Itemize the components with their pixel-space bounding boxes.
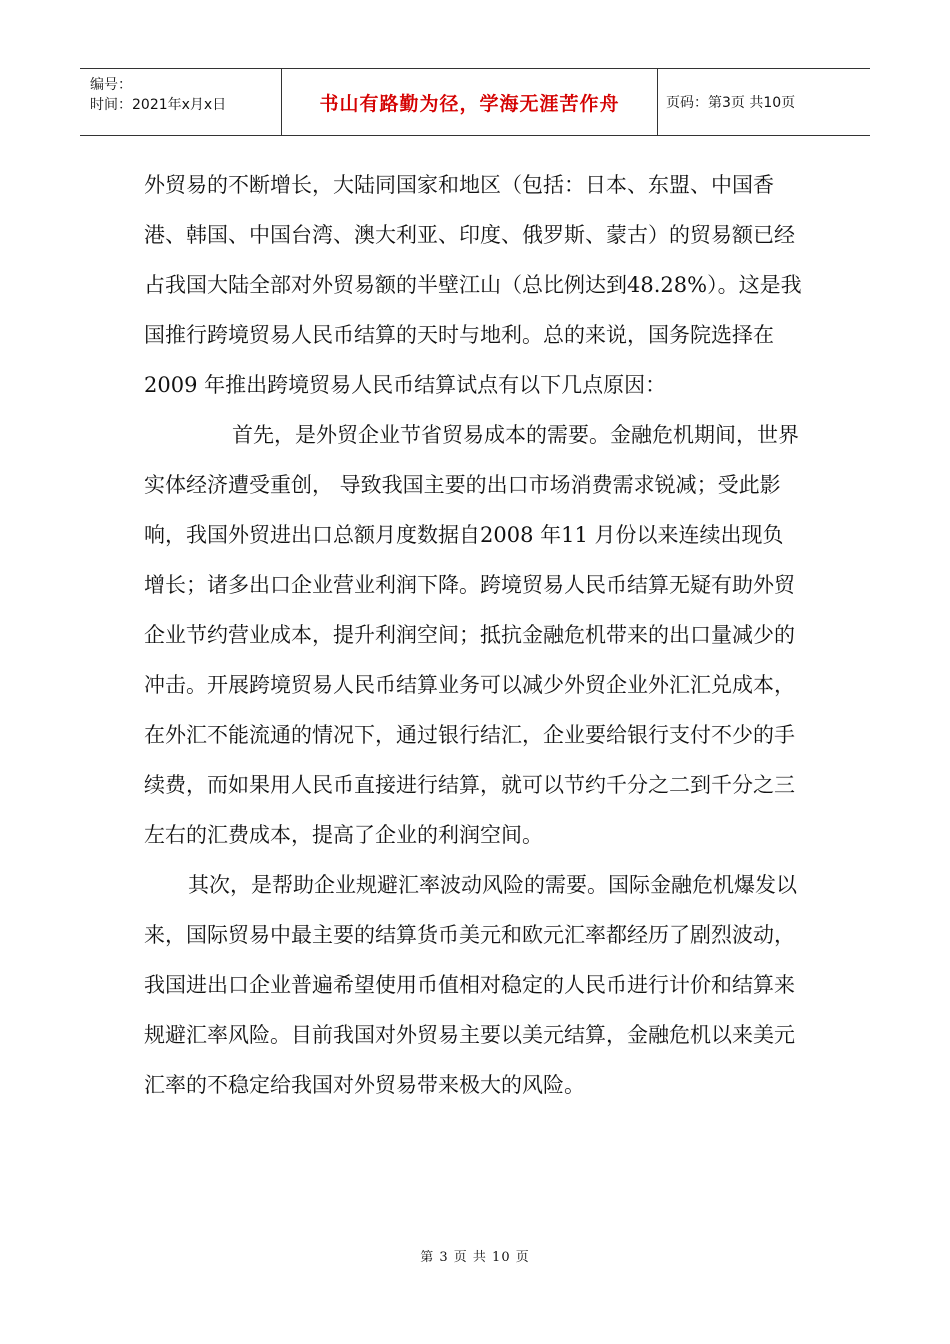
paragraph-continued: 外贸易的不断增长，大陆同国家和地区（包括：日本、东盟、中国香港、韩国、中国台湾、澳大利亚、印度、俄罗斯、蒙古）的贸易额已经占我国大陆全部对外贸易额的半壁江山（总比例达到48.28%）。这是我国推行跨境贸易人民币结算的天时与地利。总的来说，国务院选择在2009 年推出跨境贸易人民币结算试点有以下几点原因：	[144, 173, 802, 397]
header-meta	[80, 69, 282, 135]
serial-number-label: 编号：	[90, 77, 132, 93]
paragraph-second-reason: 其次，是帮助企业规避汇率波动风险的需要。国际金融危机爆发以来，国际贸易中最主要的结算货币美元和欧元汇率都经历了剧烈波动，我国进出口企业普遍希望使用币值相对稳定的人民币进行计价和结算来规避汇率风险。目前我国对外贸易主要以美元结算，金融危机以来美元汇率的不稳定给我国对外贸易带来极大的风险。	[144, 873, 797, 1097]
page-footer: 第 3 页 共 10 页	[420, 1250, 530, 1265]
date-label: 时间：2021年x月x日	[90, 97, 227, 113]
header-motto: 书山有路勤为径，学海无涯苦作舟	[282, 69, 658, 135]
paragraph-first-reason: 首先，是外贸企业节省贸易成本的需要。金融危机期间，世界实体经济遭受重创， 导致我国主要的出口市场消费需求锐减；受此影响，我国外贸进出口总额月度数据自2008 年11 月份以来连续出现负增长；诸多出口企业营业利润下降。跨境贸易人民币结算无疑有助外贸企业节约营业成本，提升利润空间；抵抗金融危机带来的出口量减少的冲击。开展跨境贸易人民币结算业务可以减少外贸企业外汇汇兑成本，在外汇不能流通的情况下，通过银行结汇，企业要给银行支付不少的手续费，而如果用人民币直接进行结算，就可以节约千分之二到千分之三左右的汇费成本，提高了企业的利润空间。	[144, 423, 799, 847]
document-body	[144, 160, 804, 1110]
header-page-info: 页码：第3页 共10页	[666, 95, 796, 111]
document-header	[80, 68, 870, 136]
